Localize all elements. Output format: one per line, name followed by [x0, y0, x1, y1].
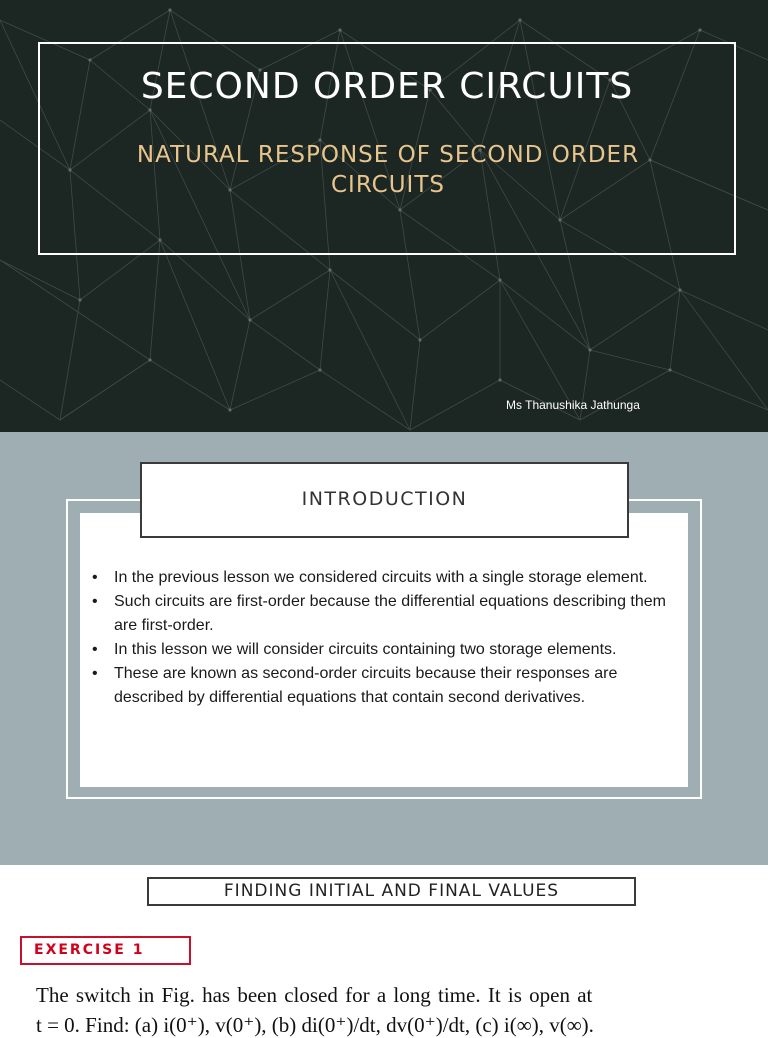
exercise-slide	[0, 865, 768, 1037]
author-name: Ms Thanushika Jathunga	[506, 398, 640, 412]
bullet-text: These are known as second-order circuits because their responses are described by differential equations that contain second derivatives.	[114, 665, 618, 706]
slide-title: SECOND ORDER CIRCUITS	[140, 66, 634, 107]
bullet-marker: •	[92, 641, 98, 658]
bullet-text: In this lesson we will consider circuits containing two storage elements.	[114, 641, 617, 658]
problem-text-line: The switch in Fig. has been closed for a long time. It is open at	[36, 983, 593, 1007]
title-frame	[38, 42, 736, 255]
bullet-text: Such circuits are first-order because the differential equations describing them are first-order.	[114, 593, 666, 634]
introduction-slide	[0, 432, 768, 865]
bullet-list	[92, 566, 672, 710]
list-item	[92, 566, 672, 590]
heading-box	[140, 462, 629, 538]
slide-heading: FINDING INITIAL AND FINAL VALUES	[223, 881, 560, 901]
list-item	[92, 590, 672, 638]
bullet-text: In the previous lesson we considered circuits with a single storage element.	[114, 569, 648, 586]
bullet-marker: •	[92, 665, 98, 682]
problem-statement	[22, 975, 738, 1037]
exercise-label-box	[20, 936, 191, 965]
exercise-label: EXERCISE 1	[34, 942, 145, 958]
title-slide	[0, 0, 768, 432]
list-item	[92, 662, 672, 710]
problem-text-line: t = 0. Find: (a) i(0⁺), v(0⁺), (b) di(0⁺)/dt, dv(0⁺)/dt, (c) i(∞), v(∞).	[36, 1013, 594, 1037]
list-item	[92, 638, 672, 662]
slide-subtitle: NATURAL RESPONSE OF SECOND ORDER CIRCUITS	[136, 142, 640, 198]
heading-box	[147, 877, 636, 906]
bullet-marker: •	[92, 593, 98, 610]
slide-heading: INTRODUCTION	[301, 488, 468, 510]
bullet-marker: •	[92, 569, 98, 586]
